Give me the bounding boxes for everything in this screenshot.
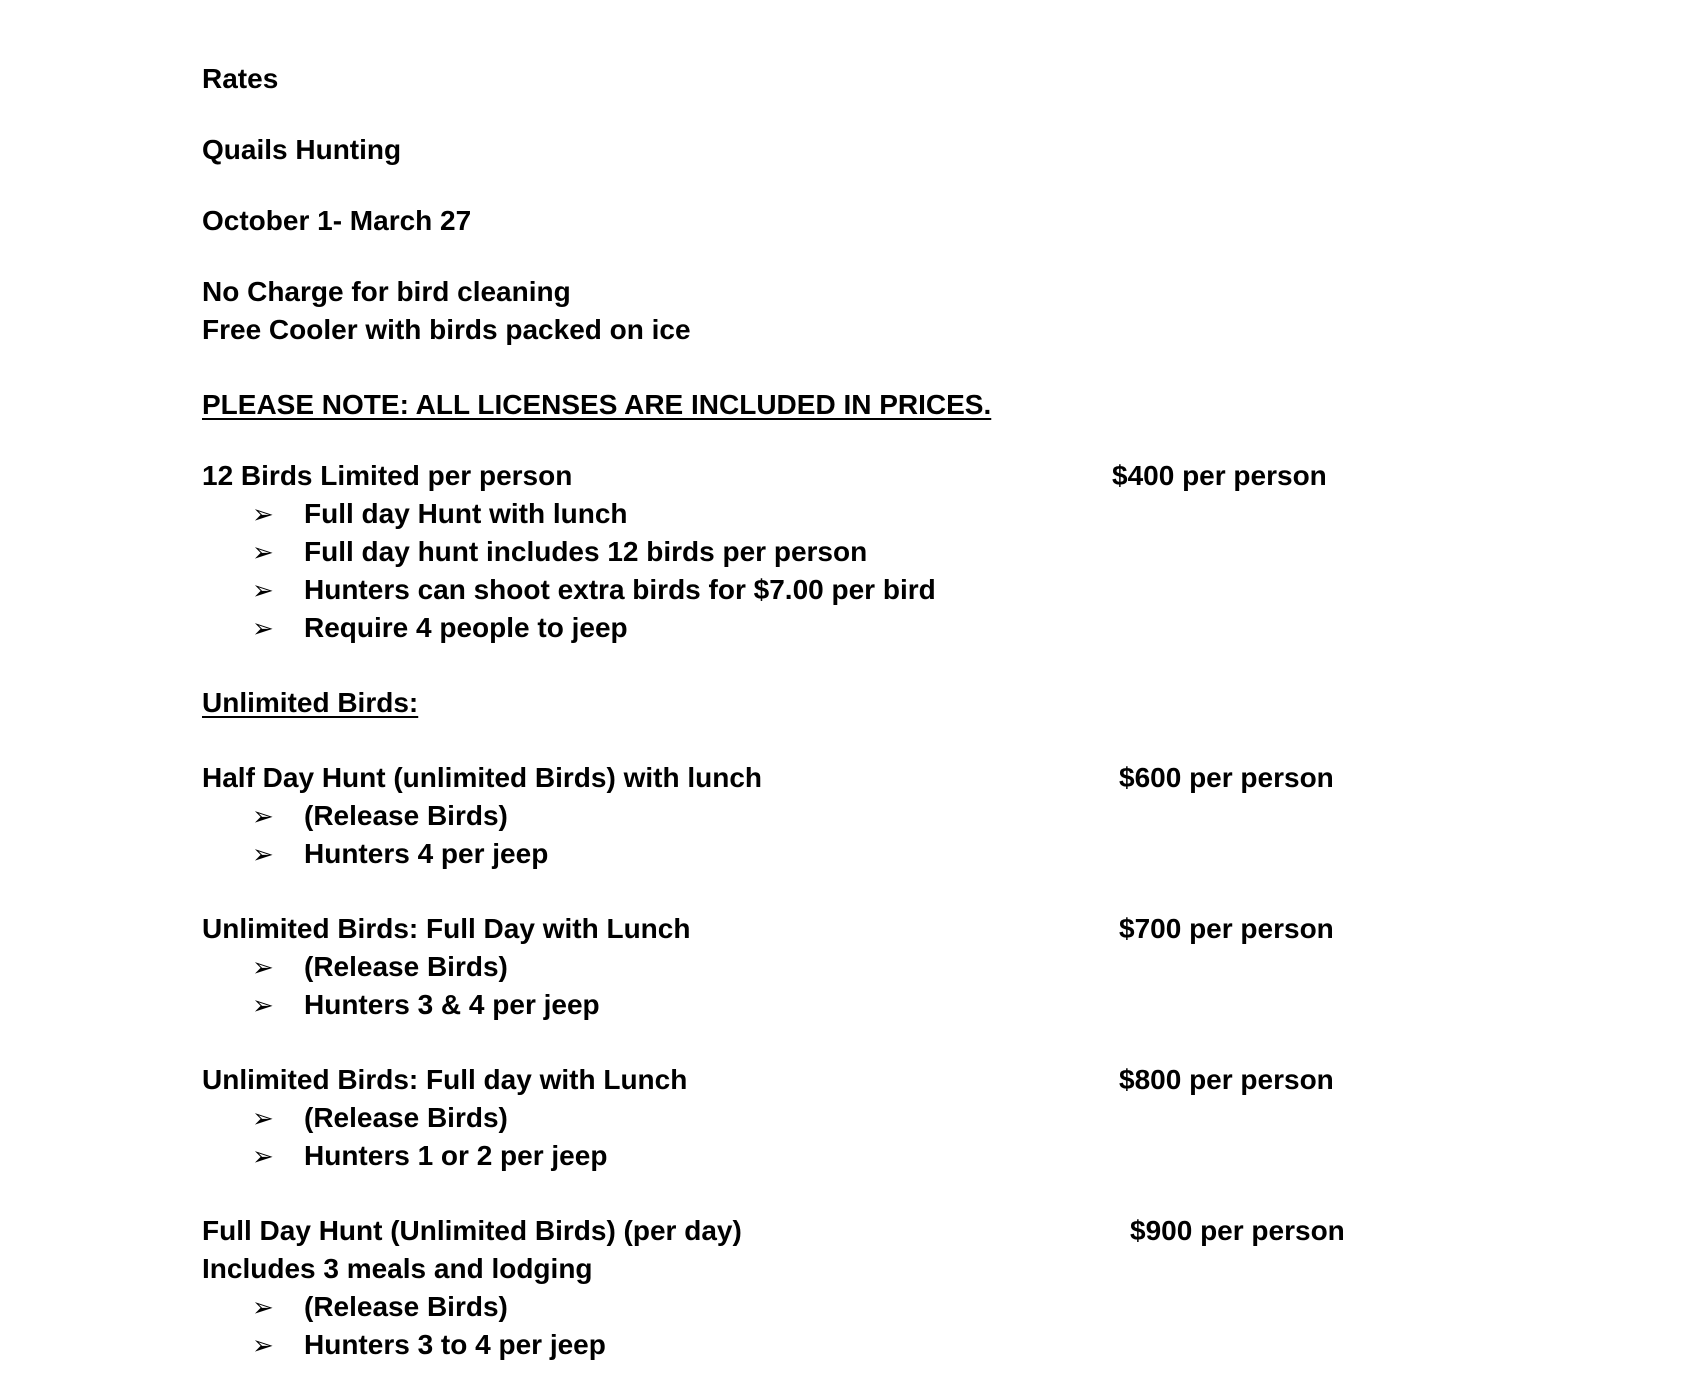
package-bullet: ➢ Hunters 3 & 4 per jeep: [252, 986, 600, 1024]
package-bullet: ➢ (Release Birds): [252, 1099, 508, 1137]
unlimited-heading: Unlimited Birds:: [202, 687, 419, 718]
package-bullet: ➢ (Release Birds): [252, 948, 508, 986]
arrow-bullet-icon: ➢: [252, 576, 274, 606]
package-price: $700 per person: [1119, 913, 1334, 944]
package-extra: Includes 3 meals and lodging: [202, 1253, 593, 1284]
season-dates: October 1- March 27: [202, 205, 472, 236]
package-name: 12 Birds Limited per person: [202, 460, 573, 491]
package-bullet: ➢ Full day Hunt with lunch: [252, 495, 628, 533]
package-bullet: ➢ Hunters 4 per jeep: [252, 835, 548, 873]
package-name: Unlimited Birds: Full Day with Lunch: [202, 913, 691, 944]
package-bullet: ➢ Full day hunt includes 12 birds per person: [252, 533, 867, 571]
arrow-bullet-icon: ➢: [252, 1142, 274, 1172]
package-bullet: ➢ Require 4 people to jeep: [252, 609, 628, 647]
arrow-bullet-icon: ➢: [252, 500, 274, 530]
arrow-bullet-icon: ➢: [252, 1104, 274, 1134]
package-price: $600 per person: [1119, 762, 1334, 793]
arrow-bullet-icon: ➢: [252, 614, 274, 644]
package-name: Unlimited Birds: Full day with Lunch: [202, 1064, 688, 1095]
package-bullet: ➢ Hunters 1 or 2 per jeep: [252, 1137, 607, 1175]
perk-line: No Charge for bird cleaning: [202, 276, 571, 307]
package-bullet: ➢ (Release Birds): [252, 797, 508, 835]
package-bullet: ➢ (Release Birds): [252, 1288, 508, 1326]
arrow-bullet-icon: ➢: [252, 991, 274, 1021]
package-price: $900 per person: [1130, 1215, 1345, 1246]
arrow-bullet-icon: ➢: [252, 1293, 274, 1323]
arrow-bullet-icon: ➢: [252, 840, 274, 870]
package-bullet: ➢ Hunters 3 to 4 per jeep: [252, 1326, 606, 1364]
package-name: Half Day Hunt (unlimited Birds) with lunch: [202, 762, 762, 793]
license-note: PLEASE NOTE: ALL LICENSES ARE INCLUDED IN PRICES.: [202, 389, 992, 420]
arrow-bullet-icon: ➢: [252, 802, 274, 832]
package-price: $400 per person: [1112, 460, 1327, 491]
arrow-bullet-icon: ➢: [252, 1331, 274, 1361]
package-bullet: ➢ Hunters can shoot extra birds for $7.00 per bird: [252, 571, 936, 609]
page-subtitle: Quails Hunting: [202, 134, 402, 165]
package-price: $800 per person: [1119, 1064, 1334, 1095]
page-title: Rates: [202, 63, 279, 94]
package-name: Full Day Hunt (Unlimited Birds) (per day): [202, 1215, 742, 1246]
arrow-bullet-icon: ➢: [252, 953, 274, 983]
perk-line: Free Cooler with birds packed on ice: [202, 314, 691, 345]
arrow-bullet-icon: ➢: [252, 538, 274, 568]
